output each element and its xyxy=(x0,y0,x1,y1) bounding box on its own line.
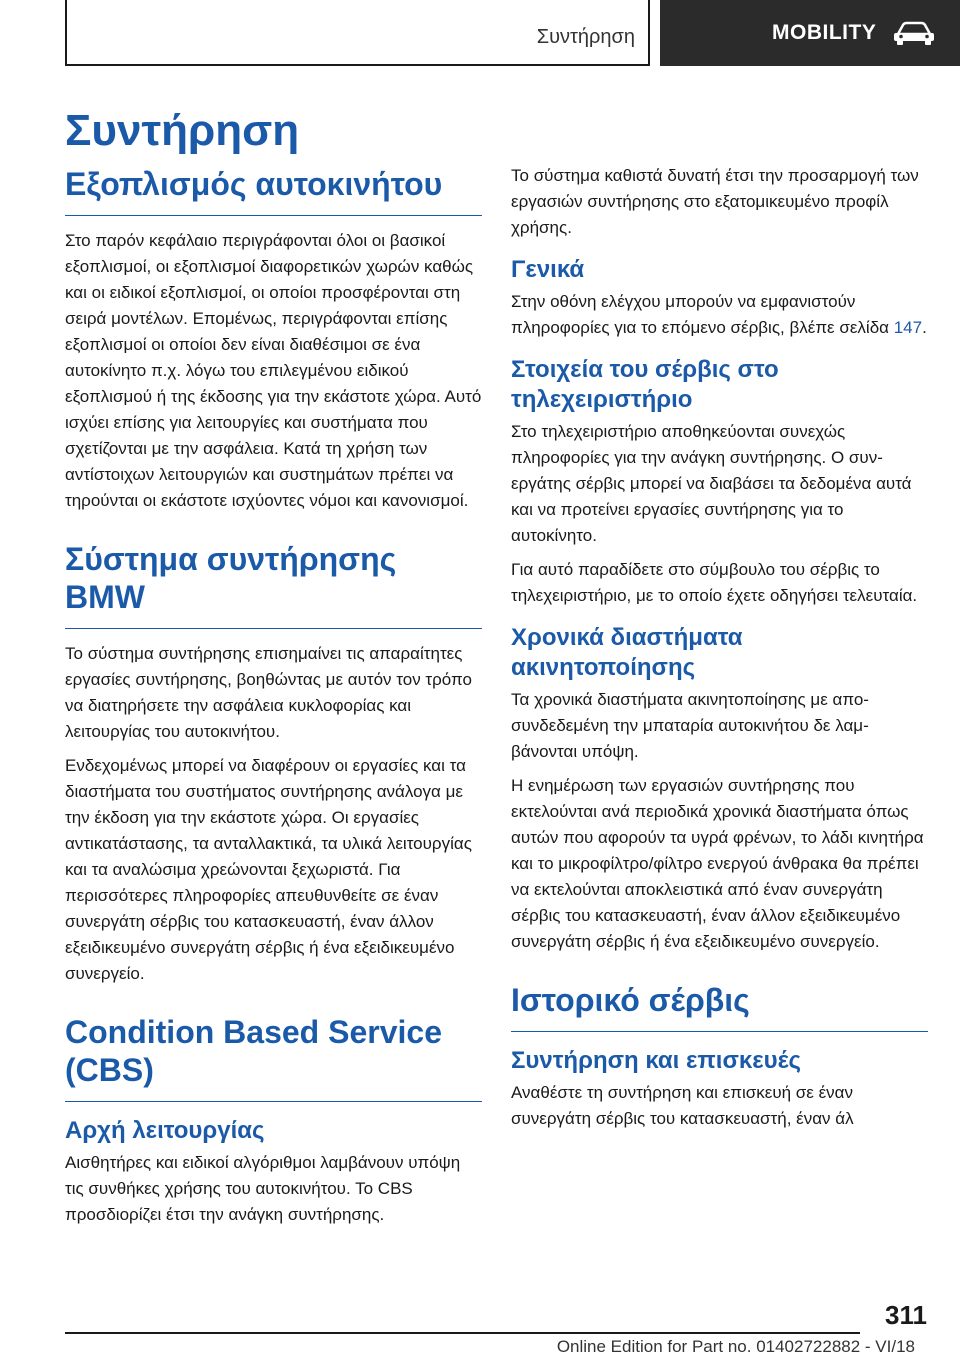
header-right-rule xyxy=(648,0,650,66)
badge-label: MOBILITY xyxy=(772,21,877,44)
header-section-title: Συντήρηση xyxy=(536,26,635,48)
page-title: Συντήρηση xyxy=(65,106,300,155)
paragraph: Στο τηλεχειριστήριο αποθηκεύονται συνεχώς πληροφορίες για την ανάγκη συντήρησης. Ο συνεργάτης σέρβις μπορεί να διαβάσει τα δεδομένα αυτά και να προτείνει εργασίες συντήρησης για το αυτοκίνητο. xyxy=(511,422,912,545)
section-title-equipment: Εξοπλισμός αυτοκινήτου xyxy=(65,165,482,216)
subsection-title-standstill: Χρονικά διαστήματα ακινητοποίησης xyxy=(511,624,743,681)
right-column xyxy=(511,165,928,1140)
page-link-147[interactable]: 147 xyxy=(893,318,923,337)
paragraph: Αναθέστε τη συντήρηση και επισκευή σε έναν συνεργάτη σέρβις του κατασκευαστή, έναν άλ xyxy=(511,1083,854,1128)
subsection-title-general: Γενικά xyxy=(511,256,585,283)
paragraph: Η ενημέρωση των εργασιών συντήρησης που εκτελούνται ανά περιοδικά χρονικά διαστήματα όπως αυτών που αφορούν τα υγρά φρένων, το λάδι κινητήρα και το μικροφίλτρο/φίλτρο ενεργού άνθρακα θα πρέπει να εκτελούνται αποκλειστικά από έναν συνεργάτη σέρβις του κατασκευαστή, έναν άλλον εξειδικευμένο συνεργάτη σέρβις ή ένα εξειδικευμένο συνεργείο. xyxy=(511,776,924,951)
paragraph: Το σύστημα καθιστά δυνατή έτσι την προσαρμογή των εργασιών συντήρησης στο εξατομικευμένο προφίλ χρήσης. xyxy=(511,166,919,237)
subsection-title-key-data: Στοιχεία του σέρβις στο τηλεχειριστήριο xyxy=(511,356,779,413)
section-title-service-history: Ιστορικό σέρβις xyxy=(511,981,928,1032)
car-icon xyxy=(892,20,936,46)
subsection-title-principle: Αρχή λειτουργίας xyxy=(65,1117,265,1144)
paragraph: Στην οθόνη ελέγχου μπορούν να εμφανιστούν πληροφορίες για το επόμενο σέρβις, βλέπε σελίδα 147. xyxy=(511,292,927,337)
paragraph: Αισθητήρες και ειδικοί αλγόριθμοι λαμβάνουν υπόψη τις συνθήκες χρήσης του αυτοκινήτου. Το CBS προσδιορίζει έτσι την ανάγκη συντήρησης. xyxy=(65,1153,461,1224)
section-title-cbs: Condition Based Service (CBS) xyxy=(65,1013,482,1102)
header-bottom-rule xyxy=(65,64,650,66)
paragraph: Στο παρόν κεφάλαιο περιγράφονται όλοι οι βασικοί εξοπλισμοί, οι εξοπλισμοί διαφορετικών χωρών καθώς και οι ειδικοί εξοπλισμοί, οι οποίοι προσφέρονται στη σειρά μοντέλων. Επομένως, περιγράφονται επίσης εξοπλισμοί οι οποίοι δεν είναι διαθέσιμοι σε ένα αυτοκίνητο π.χ. λόγω του επιλεγμένου ειδικού εξοπλισμού ή της έκδοσης για την εκάστοτε χώρα. Αυτό ισχύει επίσης για λειτουργίες και συστήματα που σχετίζονται με την ασφάλεια. Κατά τη χρήση των αντίστοιχων λειτουργιών και συστημάτων πρέπει να τηρούνται οι εκάστοτε ισχύοντες νόμοι και κανονισμοί. xyxy=(65,231,482,510)
paragraph: Το σύστημα συντήρησης επισημαίνει τις απαραίτητες εργασίες συντήρησης, βοηθώντας με αυτόν τον τρόπο να διατηρήσετε την ασφάλεια κυκλοφορίας και λειτουργίας του αυτοκινήτου. xyxy=(65,644,472,741)
left-column xyxy=(65,165,482,1236)
mobility-badge xyxy=(660,0,960,66)
paragraph: Ενδεχομένως μπορεί να διαφέρουν οι εργασίες και τα διαστήματα του συστήματος συντήρησης ανάλογα με την έκδοση για την εκάστοτε χώρα. Οι εργασίες αντικατάστασης, τα ανταλλακτικά, τα υλικά λειτουργίας και τα αναλώσιμα χρεώνονται ξεχωριστά. Για περισσότερες πληροφορίες απευθυνθείτε σε έναν συνεργάτη σέρβις του κατασκευαστή, έναν άλλον εξειδικευμένο συνεργάτη σέρβις ή ένα εξειδικευμένο συνεργείο. xyxy=(65,756,472,983)
paragraph: Τα χρονικά διαστήματα ακινητοποίησης με αποσυνδεδεμένη την μπαταρία αυτοκινήτου δε λαμβάνονται υπόψη. xyxy=(511,690,869,761)
page-number: 311 xyxy=(885,1300,927,1330)
section-title-maintenance-system: Σύστημα συντήρησης BMW xyxy=(65,540,482,629)
subsection-title-repairs: Συντήρηση και επισκευές xyxy=(511,1047,801,1074)
edition-info: Online Edition for Part no. 01402722882 - VI/18 xyxy=(556,1337,915,1356)
footer-rule xyxy=(65,1332,860,1334)
header-left-rule xyxy=(65,0,67,66)
paragraph: Για αυτό παραδίδετε στο σύμβουλο του σέρβις το τηλεχειριστήριο, με το οποίο έχετε οδηγήσει τελευταία. xyxy=(511,560,918,605)
